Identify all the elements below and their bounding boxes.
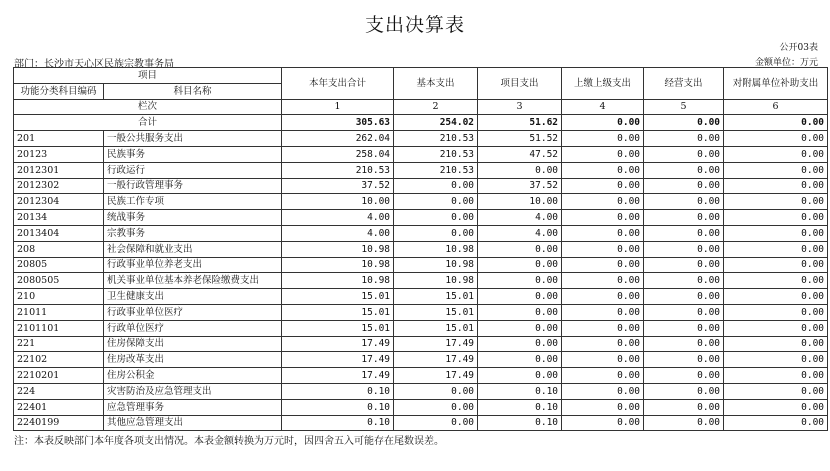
subject-name: 灾害防治及应急管理支出 xyxy=(104,383,282,399)
subject-name: 一般行政管理事务 xyxy=(104,178,282,194)
value-subsidy: 0.00 xyxy=(724,178,828,194)
value-basic: 17.49 xyxy=(394,352,478,368)
value-subsidy: 0.00 xyxy=(724,352,828,368)
value-project: 0.00 xyxy=(478,336,562,352)
subject-code: 2240199 xyxy=(14,415,104,431)
value-upper: 0.00 xyxy=(562,178,644,194)
value-business: 0.00 xyxy=(644,368,724,384)
column-number: 1 xyxy=(282,99,394,115)
value-business: 0.00 xyxy=(644,273,724,289)
department-label: 部门：长沙市天心区民族宗教事务局 xyxy=(14,59,174,70)
table-row xyxy=(14,336,828,352)
table-row xyxy=(14,194,828,210)
header-total: 本年支出合计 xyxy=(282,68,394,100)
value-upper: 0.00 xyxy=(562,399,644,415)
footnote: 注：本表反映部门本年度各项支出情况。本表金额转换为万元时，因四舍五入可能存在尾数误差。 xyxy=(14,436,444,447)
value-subsidy: 0.00 xyxy=(724,257,828,273)
amount-unit-label: 金额单位：万元 xyxy=(754,58,818,68)
value-subsidy: 0.00 xyxy=(724,146,828,162)
column-number: 4 xyxy=(562,99,644,115)
value-project: 0.10 xyxy=(478,415,562,431)
header-name: 科目名称 xyxy=(104,83,282,99)
table-row xyxy=(14,415,828,431)
subject-name: 住房公积金 xyxy=(104,368,282,384)
total-value: 0.00 xyxy=(724,115,828,131)
value-upper: 0.00 xyxy=(562,210,644,226)
total-label: 合计 xyxy=(14,115,282,131)
subject-name: 民族事务 xyxy=(104,146,282,162)
value-basic: 17.49 xyxy=(394,336,478,352)
subject-code: 210 xyxy=(14,289,104,305)
value-upper: 0.00 xyxy=(562,162,644,178)
value-total: 262.04 xyxy=(282,131,394,147)
subject-code: 21011 xyxy=(14,304,104,320)
table-row xyxy=(14,131,828,147)
table-row xyxy=(14,399,828,415)
table-row xyxy=(14,383,828,399)
value-project: 0.00 xyxy=(478,368,562,384)
value-upper: 0.00 xyxy=(562,289,644,305)
value-subsidy: 0.00 xyxy=(724,383,828,399)
value-business: 0.00 xyxy=(644,257,724,273)
value-project: 0.10 xyxy=(478,383,562,399)
value-basic: 0.00 xyxy=(394,178,478,194)
value-total: 15.01 xyxy=(282,289,394,305)
value-upper: 0.00 xyxy=(562,146,644,162)
value-basic: 15.01 xyxy=(394,320,478,336)
value-business: 0.00 xyxy=(644,146,724,162)
subject-code: 208 xyxy=(14,241,104,257)
value-upper: 0.00 xyxy=(562,304,644,320)
value-basic: 210.53 xyxy=(394,162,478,178)
value-project: 0.00 xyxy=(478,320,562,336)
header-item: 项目 xyxy=(14,68,282,84)
value-project: 10.00 xyxy=(478,194,562,210)
value-upper: 0.00 xyxy=(562,257,644,273)
value-total: 210.53 xyxy=(282,162,394,178)
value-project: 51.52 xyxy=(478,131,562,147)
value-upper: 0.00 xyxy=(562,131,644,147)
subject-code: 221 xyxy=(14,336,104,352)
value-project: 0.00 xyxy=(478,352,562,368)
header-subsidy: 对附属单位补助支出 xyxy=(724,68,828,100)
column-number-row xyxy=(14,99,828,115)
header-basic: 基本支出 xyxy=(394,68,478,100)
value-business: 0.00 xyxy=(644,131,724,147)
subject-name: 机关事业单位基本养老保险缴费支出 xyxy=(104,273,282,289)
subject-name: 宗教事务 xyxy=(104,225,282,241)
value-business: 0.00 xyxy=(644,225,724,241)
column-number: 6 xyxy=(724,99,828,115)
table-row xyxy=(14,178,828,194)
value-upper: 0.00 xyxy=(562,383,644,399)
subject-name: 卫生健康支出 xyxy=(104,289,282,305)
value-project: 0.00 xyxy=(478,162,562,178)
value-upper: 0.00 xyxy=(562,320,644,336)
value-upper: 0.00 xyxy=(562,241,644,257)
value-total: 0.10 xyxy=(282,415,394,431)
total-value: 305.63 xyxy=(282,115,394,131)
value-subsidy: 0.00 xyxy=(724,162,828,178)
value-total: 4.00 xyxy=(282,225,394,241)
subject-name: 住房改革支出 xyxy=(104,352,282,368)
value-business: 0.00 xyxy=(644,415,724,431)
column-number: 2 xyxy=(394,99,478,115)
value-total: 10.98 xyxy=(282,273,394,289)
value-upper: 0.00 xyxy=(562,336,644,352)
table-row xyxy=(14,304,828,320)
value-subsidy: 0.00 xyxy=(724,415,828,431)
value-basic: 10.98 xyxy=(394,273,478,289)
value-subsidy: 0.00 xyxy=(724,289,828,305)
subject-code: 2101101 xyxy=(14,320,104,336)
value-total: 15.01 xyxy=(282,304,394,320)
total-row xyxy=(14,115,828,131)
subject-code: 224 xyxy=(14,383,104,399)
subject-name: 其他应急管理支出 xyxy=(104,415,282,431)
value-upper: 0.00 xyxy=(562,415,644,431)
value-project: 47.52 xyxy=(478,146,562,162)
value-business: 0.00 xyxy=(644,336,724,352)
value-business: 0.00 xyxy=(644,194,724,210)
value-project: 0.10 xyxy=(478,399,562,415)
subject-name: 统战事务 xyxy=(104,210,282,226)
table-row xyxy=(14,210,828,226)
table-row xyxy=(14,352,828,368)
header-project: 项目支出 xyxy=(478,68,562,100)
value-total: 0.10 xyxy=(282,399,394,415)
total-value: 51.62 xyxy=(478,115,562,131)
value-basic: 210.53 xyxy=(394,131,478,147)
value-subsidy: 0.00 xyxy=(724,131,828,147)
value-upper: 0.00 xyxy=(562,273,644,289)
column-number: 5 xyxy=(644,99,724,115)
value-total: 17.49 xyxy=(282,336,394,352)
value-subsidy: 0.00 xyxy=(724,336,828,352)
expenditure-table xyxy=(13,67,828,431)
subject-name: 住房保障支出 xyxy=(104,336,282,352)
value-subsidy: 0.00 xyxy=(724,225,828,241)
value-subsidy: 0.00 xyxy=(724,320,828,336)
value-upper: 0.00 xyxy=(562,352,644,368)
table-row xyxy=(14,320,828,336)
total-value: 0.00 xyxy=(644,115,724,131)
value-total: 0.10 xyxy=(282,383,394,399)
value-total: 10.00 xyxy=(282,194,394,210)
value-total: 17.49 xyxy=(282,352,394,368)
value-total: 4.00 xyxy=(282,210,394,226)
subject-code: 22102 xyxy=(14,352,104,368)
value-business: 0.00 xyxy=(644,320,724,336)
header-code: 功能分类科目编码 xyxy=(14,83,104,99)
value-business: 0.00 xyxy=(644,210,724,226)
value-basic: 0.00 xyxy=(394,415,478,431)
value-business: 0.00 xyxy=(644,162,724,178)
subject-name: 民族工作专项 xyxy=(104,194,282,210)
subject-code: 20123 xyxy=(14,146,104,162)
value-upper: 0.00 xyxy=(562,368,644,384)
table-row xyxy=(14,241,828,257)
value-subsidy: 0.00 xyxy=(724,210,828,226)
value-business: 0.00 xyxy=(644,352,724,368)
subject-code: 2013404 xyxy=(14,225,104,241)
value-basic: 0.00 xyxy=(394,194,478,210)
subject-name: 行政单位医疗 xyxy=(104,320,282,336)
value-subsidy: 0.00 xyxy=(724,304,828,320)
value-total: 10.98 xyxy=(282,257,394,273)
page-title: 支出决算表 xyxy=(364,14,465,36)
column-number: 3 xyxy=(478,99,562,115)
value-project: 0.00 xyxy=(478,304,562,320)
value-basic: 0.00 xyxy=(394,399,478,415)
subject-name: 行政事业单位养老支出 xyxy=(104,257,282,273)
value-project: 4.00 xyxy=(478,225,562,241)
value-basic: 10.98 xyxy=(394,257,478,273)
table-row xyxy=(14,162,828,178)
table-row xyxy=(14,225,828,241)
subject-code: 2210201 xyxy=(14,368,104,384)
value-basic: 15.01 xyxy=(394,304,478,320)
subject-code: 201 xyxy=(14,131,104,147)
value-subsidy: 0.00 xyxy=(724,399,828,415)
table-row xyxy=(14,289,828,305)
value-business: 0.00 xyxy=(644,241,724,257)
value-total: 10.98 xyxy=(282,241,394,257)
subject-name: 一般公共服务支出 xyxy=(104,131,282,147)
value-business: 0.00 xyxy=(644,289,724,305)
value-project: 4.00 xyxy=(478,210,562,226)
value-business: 0.00 xyxy=(644,383,724,399)
table-row xyxy=(14,273,828,289)
value-basic: 0.00 xyxy=(394,383,478,399)
value-subsidy: 0.00 xyxy=(724,368,828,384)
value-project: 0.00 xyxy=(478,289,562,305)
value-subsidy: 0.00 xyxy=(724,273,828,289)
total-value: 254.02 xyxy=(394,115,478,131)
subject-name: 行政事业单位医疗 xyxy=(104,304,282,320)
form-number: 公开03表 xyxy=(779,43,818,53)
subject-code: 2012304 xyxy=(14,194,104,210)
value-total: 17.49 xyxy=(282,368,394,384)
value-project: 0.00 xyxy=(478,257,562,273)
value-project: 0.00 xyxy=(478,273,562,289)
header-upper: 上缴上级支出 xyxy=(562,68,644,100)
table-row xyxy=(14,146,828,162)
value-business: 0.00 xyxy=(644,178,724,194)
value-project: 37.52 xyxy=(478,178,562,194)
value-basic: 0.00 xyxy=(394,225,478,241)
value-upper: 0.00 xyxy=(562,225,644,241)
value-business: 0.00 xyxy=(644,304,724,320)
value-basic: 0.00 xyxy=(394,210,478,226)
subject-code: 22401 xyxy=(14,399,104,415)
subject-code: 2012302 xyxy=(14,178,104,194)
value-upper: 0.00 xyxy=(562,194,644,210)
subject-code: 20134 xyxy=(14,210,104,226)
value-total: 258.04 xyxy=(282,146,394,162)
table-row xyxy=(14,257,828,273)
value-basic: 210.53 xyxy=(394,146,478,162)
value-basic: 10.98 xyxy=(394,241,478,257)
subject-code: 2012301 xyxy=(14,162,104,178)
value-basic: 17.49 xyxy=(394,368,478,384)
value-subsidy: 0.00 xyxy=(724,194,828,210)
subject-code: 20805 xyxy=(14,257,104,273)
subject-name: 行政运行 xyxy=(104,162,282,178)
value-total: 37.52 xyxy=(282,178,394,194)
value-subsidy: 0.00 xyxy=(724,241,828,257)
value-project: 0.00 xyxy=(478,241,562,257)
subject-name: 社会保障和就业支出 xyxy=(104,241,282,257)
subject-name: 应急管理事务 xyxy=(104,399,282,415)
column-number-label: 栏次 xyxy=(14,99,282,115)
table-row xyxy=(14,368,828,384)
subject-code: 2080505 xyxy=(14,273,104,289)
value-business: 0.00 xyxy=(644,399,724,415)
value-basic: 15.01 xyxy=(394,289,478,305)
value-total: 15.01 xyxy=(282,320,394,336)
header-business: 经营支出 xyxy=(644,68,724,100)
total-value: 0.00 xyxy=(562,115,644,131)
